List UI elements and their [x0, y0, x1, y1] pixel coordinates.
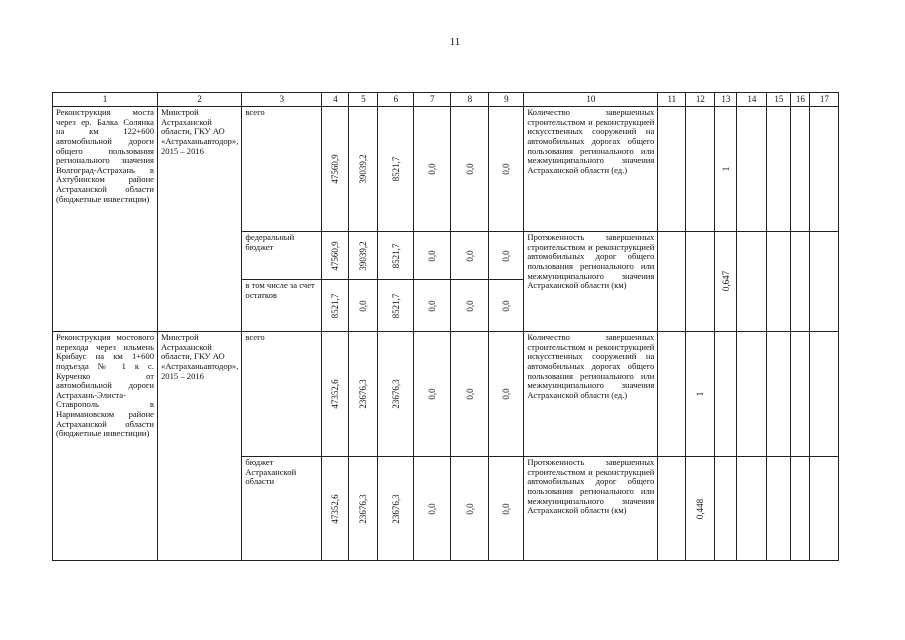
value-cell	[451, 232, 489, 280]
value-cell	[378, 232, 414, 280]
header-cell: 3	[242, 93, 322, 107]
empty-cell	[767, 332, 791, 457]
value-cell	[322, 232, 349, 280]
value-c6: 8521,7	[390, 293, 401, 318]
value-c7: 0,0	[427, 163, 438, 175]
header-cell: 2	[158, 93, 242, 107]
value-c5: 23676,3	[358, 493, 369, 524]
indicator-value: 0,448	[695, 498, 706, 519]
value-c6: 23676,3	[390, 379, 401, 409]
value-cell	[378, 107, 414, 232]
value-cell	[322, 107, 349, 232]
header-cell: 5	[349, 93, 378, 107]
value-cell	[451, 332, 489, 457]
value-c4: 47560,9	[330, 240, 341, 271]
page-number: 11	[449, 36, 461, 48]
value-c9: 0,0	[501, 299, 512, 312]
value-cell	[349, 107, 378, 232]
header-cell: 12	[686, 93, 715, 107]
value-c7: 0,0	[427, 502, 438, 515]
header-cell: 10	[524, 93, 658, 107]
empty-cell	[810, 457, 839, 561]
value-cell	[349, 232, 378, 280]
header-cell: 6	[378, 93, 414, 107]
value-c4: 47352,6	[330, 379, 341, 409]
value-c7: 0,0	[427, 388, 438, 400]
empty-cell	[791, 232, 810, 332]
value-c8: 0,0	[464, 388, 475, 400]
executor-cell	[158, 107, 242, 332]
funding-source-cell	[242, 280, 322, 332]
empty-cell	[658, 107, 686, 232]
indicator-text: Протяженность завершенных строительством и реконструкцией автомобильных дорог общего пользования регионального или межмуниципального значения Астраханской области (км)	[527, 232, 655, 291]
funding-source: в том числе за счет остатков	[245, 280, 315, 300]
empty-cell	[715, 457, 737, 561]
funding-source-cell	[242, 232, 322, 280]
value-cell	[322, 332, 349, 457]
indicator-value-cell	[686, 457, 715, 561]
header-cell: 9	[489, 93, 524, 107]
header-cell: 7	[414, 93, 451, 107]
value-c4: 47560,9	[330, 154, 341, 184]
funding-source-cell	[242, 107, 322, 232]
project-name-cell	[53, 107, 158, 332]
empty-cell	[810, 107, 839, 232]
empty-cell	[737, 332, 767, 457]
value-c4: 8521,7	[330, 293, 341, 318]
empty-cell	[810, 232, 839, 332]
empty-cell	[767, 232, 791, 332]
header-cell: 8	[451, 93, 489, 107]
funding-source: всего	[245, 107, 265, 117]
empty-cell	[658, 232, 686, 332]
funding-source-cell	[242, 457, 322, 561]
value-cell	[414, 280, 451, 332]
indicator-value-cell	[715, 107, 737, 232]
header-cell: 11	[658, 93, 686, 107]
value-cell	[414, 232, 451, 280]
indicator-value: 1	[695, 391, 706, 397]
value-cell	[322, 280, 349, 332]
value-cell	[322, 457, 349, 561]
project-executor: Минстрой Астраханской области, ГКУ АО «Астраханьавтодор», 2015 – 2016	[161, 107, 239, 156]
empty-cell	[791, 457, 810, 561]
project-name: Реконструкция мостового перехода через ильмень Крибаус на км 1+600 подъезда № 1 к с. Курченко от автомобильной дороги Астрахань-Элиста-Ставрополь в Наримановском районе Астраханской области (бюджетные инвестиции)	[56, 332, 154, 439]
header-cell: 1	[53, 93, 158, 107]
value-cell	[414, 457, 451, 561]
value-cell	[349, 332, 378, 457]
empty-cell	[737, 232, 767, 332]
table-row	[53, 332, 839, 457]
indicator-cell	[524, 107, 658, 232]
empty-cell	[715, 332, 737, 457]
value-c8: 0,0	[464, 249, 475, 262]
project-name-cell	[53, 332, 158, 561]
indicator-cell	[524, 457, 658, 561]
value-cell	[451, 107, 489, 232]
program-table	[52, 92, 839, 561]
funding-source: бюджет Астраханской области	[245, 457, 297, 487]
value-cell	[414, 107, 451, 232]
empty-cell	[686, 232, 715, 332]
header-cell: 17	[810, 93, 839, 107]
funding-source: всего	[245, 332, 265, 342]
empty-cell	[737, 457, 767, 561]
value-c6: 8521,7	[390, 243, 401, 268]
value-cell	[451, 280, 489, 332]
value-c4: 47352,6	[330, 493, 341, 524]
empty-cell	[737, 107, 767, 232]
header-cell: 4	[322, 93, 349, 107]
value-cell	[378, 457, 414, 561]
value-cell	[489, 457, 524, 561]
value-c6: 23676,3	[390, 493, 401, 524]
value-c9: 0,0	[501, 502, 512, 515]
value-c6: 8521,7	[390, 156, 401, 182]
value-cell	[451, 457, 489, 561]
indicator-value: 1	[720, 166, 731, 172]
header-row	[53, 93, 839, 107]
value-c5: 39039,2	[358, 154, 369, 184]
value-c8: 0,0	[464, 299, 475, 312]
value-cell	[489, 232, 524, 280]
empty-cell	[791, 107, 810, 232]
value-c5: 23676,3	[358, 379, 369, 409]
value-c7: 0,0	[427, 249, 438, 262]
empty-cell	[686, 107, 715, 232]
empty-cell	[658, 332, 686, 457]
funding-source-cell	[242, 332, 322, 457]
value-c5: 0,0	[358, 299, 369, 312]
indicator-text: Протяженность завершенных строительством и реконструкцией автомобильных дорог общего пользования регионального или межмуниципального значения Астраханской области (км)	[527, 457, 655, 516]
value-cell	[378, 332, 414, 457]
value-cell	[349, 280, 378, 332]
value-cell	[349, 457, 378, 561]
value-cell	[414, 332, 451, 457]
header-cell: 14	[737, 93, 767, 107]
indicator-cell	[524, 332, 658, 457]
value-cell	[489, 332, 524, 457]
empty-cell	[791, 332, 810, 457]
value-cell	[378, 280, 414, 332]
empty-cell	[767, 457, 791, 561]
project-name: Реконструкция моста через ер. Балка Солянка на км 122+600 автомобильной дороги общего пользования регионального значения Волгоград-Астрахань в Ахтубинском районе Астраханской области (бюджетные инвестиции)	[56, 107, 154, 204]
indicator-value-cell	[715, 232, 737, 332]
header-cell: 15	[767, 93, 791, 107]
value-cell	[489, 280, 524, 332]
value-c8: 0,0	[464, 502, 475, 515]
executor-cell	[158, 332, 242, 561]
indicator-value: 0,647	[720, 270, 731, 292]
project-executor: Минстрой Астраханской области, ГКУ АО «Астраханьавтодор», 2015 – 2016	[161, 332, 239, 381]
header-cell: 13	[715, 93, 737, 107]
value-c9: 0,0	[501, 249, 512, 262]
value-c9: 0,0	[501, 388, 512, 400]
table-row	[53, 107, 839, 232]
header-cell: 16	[791, 93, 810, 107]
indicator-cell	[524, 232, 658, 332]
value-c9: 0,0	[501, 163, 512, 175]
value-c8: 0,0	[464, 163, 475, 175]
indicator-text: Количество завершенных строительством и реконструкцией искусственных сооружений на автомобильных дорогах общего пользования регионального или межмуниципального значения Астраханской области (ед.)	[527, 107, 655, 175]
funding-source: федеральный бюджет	[245, 232, 295, 252]
indicator-value-cell	[686, 332, 715, 457]
value-c5: 39039,2	[358, 240, 369, 271]
empty-cell	[810, 332, 839, 457]
empty-cell	[658, 457, 686, 561]
empty-cell	[767, 107, 791, 232]
value-cell	[489, 107, 524, 232]
value-c7: 0,0	[427, 299, 438, 312]
indicator-text: Количество завершенных строительством и реконструкцией искусственных сооружений на автомобильных дорогах общего пользования регионального или межмуниципального значения Астраханской области (ед.)	[527, 332, 655, 400]
